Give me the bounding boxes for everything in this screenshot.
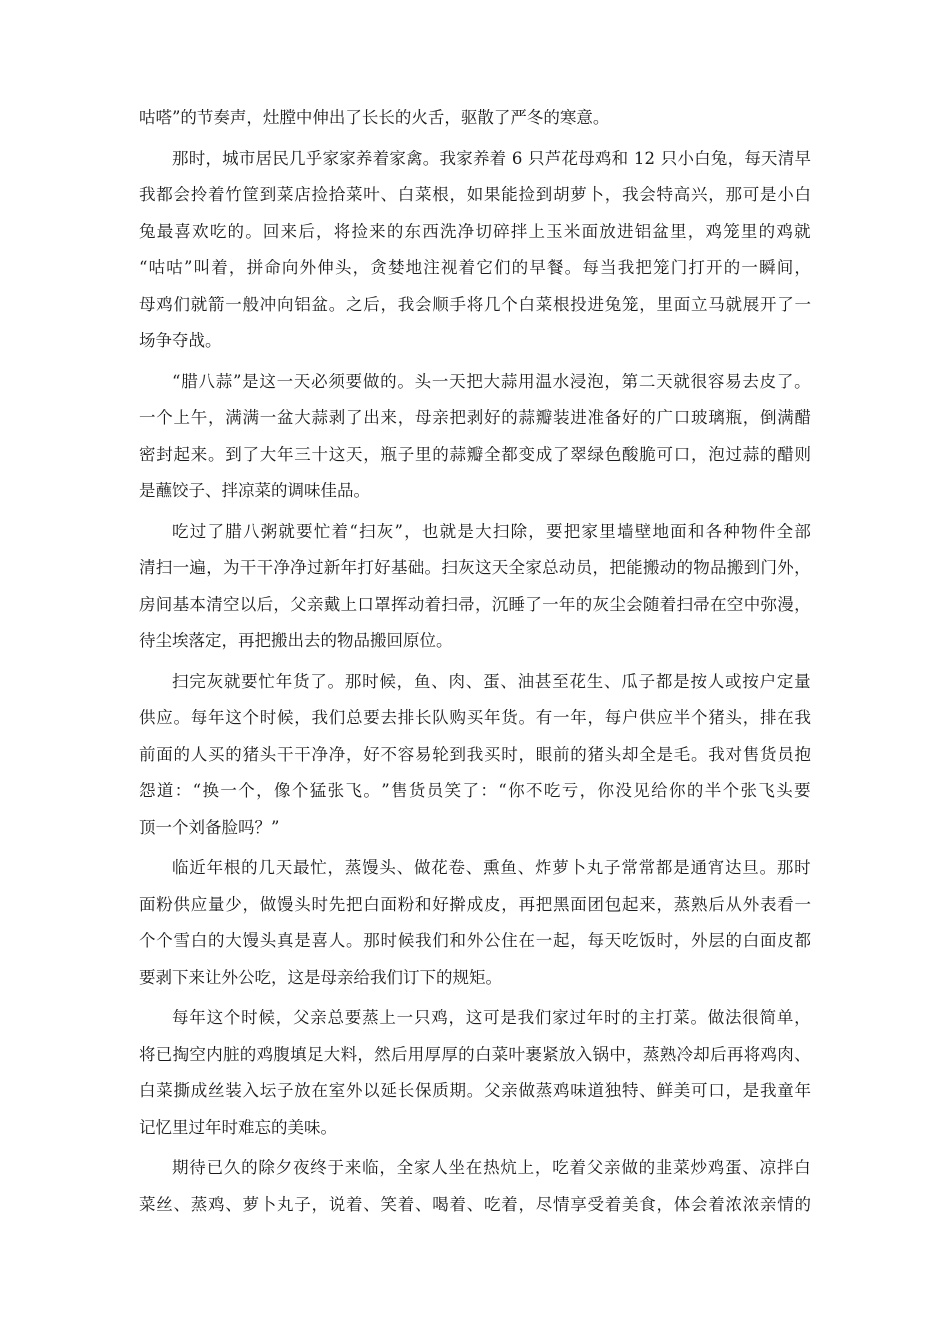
text-line: 供 应 。 每 年 这 个 时 候 ， 我 们 总 要 去 排 长 队 购 买 年 货 。 有 一 年 ， 每 户 供 应 半 个 猪 头 ， 排 在 我 bbox=[139, 708, 811, 727]
text-line: 要剥下来让外公吃，这是母亲给我们订下的规矩。 bbox=[139, 967, 502, 987]
text-line: 我 都 会 拎 着 竹 筐 到 菜 店 捡 拾 菜 叶 、 白 菜 根 ， 如 果 能 捡 到 胡 萝 卜 ， 我 会 特 高 兴 ， 那 可 是 小 白 bbox=[139, 185, 811, 204]
text-line: 咕嗒”的节奏声，灶膛中伸出了长长的火舌，驱散了严冬的寒意。 bbox=[139, 108, 610, 127]
text-line: 清 扫 一 遍 ， 为 干 干 净 净 过 新 年 打 好 基 础 。 扫 灰 这 天 全 家 总 动 员 ， 把 能 搬 动 的 物 品 搬 到 门 外 ， bbox=[139, 558, 811, 577]
text-line: 密 封 起 来 。 到 了 大 年 三 十 这 天 ， 瓶 子 里 的 蒜 瓣 全 都 变 成 了 翠 绿 色 酸 脆 可 口 ， 泡 过 蒜 的 醋 则 bbox=[139, 444, 811, 464]
text-line: 每 年 这 个 时 候 ， 父 亲 总 要 蒸 上 一 只 鸡 ， 这 可 是 我 们 家 过 年 时 的 主 打 菜 。 做 法 很 简 单 ， bbox=[172, 1008, 811, 1027]
text-line: 期 待 已 久 的 除 夕 夜 终 于 来 临 ， 全 家 人 坐 在 热 炕 上 ， 吃 着 父 亲 做 的 韭 菜 炒 鸡 蛋 、 凉 拌 白 bbox=[172, 1158, 811, 1177]
text-line: 顶一个刘备脸吗？” bbox=[139, 817, 280, 837]
text-line: 面 粉 供 应 量 少 ， 做 馒 头 时 先 把 白 面 粉 和 好 擀 成 皮 ， 再 把 黑 面 团 包 起 来 ， 蒸 熟 后 从 外 表 看 一 bbox=[139, 894, 811, 914]
text-line: 扫 完 灰 就 要 忙 年 货 了 。 那 时 候 ， 鱼 、 肉 、 蛋 、 油 甚 至 花 生 、 瓜 子 都 是 按 人 或 按 户 定 量 bbox=[172, 671, 811, 691]
text-line: 菜 丝 、 蒸 鸡 、 萝 卜 丸 子 ， 说 着 、 笑 着 、 喝 着 、 吃 着 ， 尽 情 享 受 着 美 食 ， 体 会 着 浓 浓 亲 情 的 bbox=[139, 1194, 811, 1214]
text-line: 那 时 ， 城 市 居 民 几 乎 家 家 养 着 家 禽 。 我 家 养 着 6 只 芦 花 母 鸡 和 1 2 只 小 白 兔 ， 每 天 清 早 bbox=[172, 148, 811, 168]
paragraph bbox=[139, 664, 811, 847]
text-line: “ 腊 八 蒜 ” 是 这 一 天 必 须 要 做 的 。 头 一 天 把 大 蒜 用 温 水 浸 泡 ， 第 二 天 就 很 容 易 去 皮 了 。 bbox=[172, 371, 811, 391]
paragraph bbox=[139, 850, 811, 996]
paragraph bbox=[139, 364, 811, 510]
paragraph bbox=[139, 141, 811, 360]
text-line: 前 面 的 人 买 的 猪 头 干 干 净 净 ， 好 不 容 易 轮 到 我 买 时 ， 眼 前 的 猪 头 却 全 是 毛 。 我 对 售 货 员 抱 bbox=[139, 744, 811, 764]
paragraph bbox=[139, 514, 811, 660]
text-line: 待尘埃落定，再把搬出去的物品搬回原位。 bbox=[139, 631, 453, 650]
text-line: 临 近 年 根 的 几 天 最 忙 ， 蒸 馒 头 、 做 花 卷 、 熏 鱼 、 炸 萝 卜 丸 子 常 常 都 是 通 宵 达 旦 。 那 时 bbox=[172, 858, 811, 877]
text-line: 吃 过 了 腊 八 粥 就 要 忙 着 “ 扫 灰 ” ， 也 就 是 大 扫 除 ， 要 把 家 里 墙 壁 地 面 和 各 种 物 件 全 部 bbox=[172, 521, 811, 541]
text-line: 怨 道 ： “ 换 一 个 ， 像 个 猛 张 飞 。 ” 售 货 员 笑 了 ： “ 你 不 吃 亏 ， 你 没 见 给 你 的 半 个 张 飞 头 要 bbox=[139, 781, 811, 800]
text-line: “ 咕 咕 ” 叫 着 ， 拼 命 向 外 伸 头 ， 贪 婪 地 注 视 着 它 们 的 早 餐 。 每 当 我 把 笼 门 打 开 的 一 瞬 间 ， bbox=[139, 258, 811, 277]
text-line: 场争夺战。 bbox=[139, 331, 222, 350]
document-page bbox=[139, 100, 811, 1227]
text-line: 兔 最 喜 欢 吃 的 。 回 来 后 ， 将 捡 来 的 东 西 洗 净 切 碎 拌 上 玉 米 面 放 进 铝 盆 里 ， 鸡 笼 里 的 鸡 就 bbox=[139, 221, 811, 241]
paragraph bbox=[139, 100, 811, 137]
text-line: 一 个 上 午 ， 满 满 一 盆 大 蒜 剥 了 出 来 ， 母 亲 把 剥 好 的 蒜 瓣 装 进 准 备 好 的 广 口 玻 璃 瓶 ， 倒 满 醋 bbox=[139, 408, 811, 427]
paragraph bbox=[139, 1150, 811, 1223]
text-line: 将 已 掏 空 内 脏 的 鸡 腹 填 足 大 料 ， 然 后 用 厚 厚 的 白 菜 叶 裹 紧 放 入 锅 中 ， 蒸 熟 冷 却 后 再 将 鸡 肉 、 bbox=[139, 1044, 811, 1064]
paragraph bbox=[139, 1000, 811, 1146]
text-line: 房 间 基 本 清 空 以 后 ， 父 亲 戴 上 口 罩 挥 动 着 扫 帚 ， 沉 睡 了 一 年 的 灰 尘 会 随 着 扫 帚 在 空 中 弥 漫 ， bbox=[139, 594, 811, 614]
text-line: 个 个 雪 白 的 大 馒 头 真 是 喜 人 。 那 时 候 我 们 和 外 公 住 在 一 起 ， 每 天 吃 饭 时 ， 外 层 的 白 面 皮 都 bbox=[139, 931, 811, 950]
text-line: 母 鸡 们 就 箭 一 般 冲 向 铝 盆 。 之 后 ， 我 会 顺 手 将 几 个 白 菜 根 投 进 兔 笼 ， 里 面 立 马 就 展 开 了 一 bbox=[139, 294, 811, 314]
text-line: 白 菜 撕 成 丝 装 入 坛 子 放 在 室 外 以 延 长 保 质 期 。 父 亲 做 蒸 鸡 味 道 独 特 、 鲜 美 可 口 ， 是 我 童 年 bbox=[139, 1081, 811, 1100]
text-line: 记忆里过年时难忘的美味。 bbox=[139, 1117, 337, 1137]
text-line: 是蘸饺子、拌凉菜的调味佳品。 bbox=[139, 481, 370, 500]
